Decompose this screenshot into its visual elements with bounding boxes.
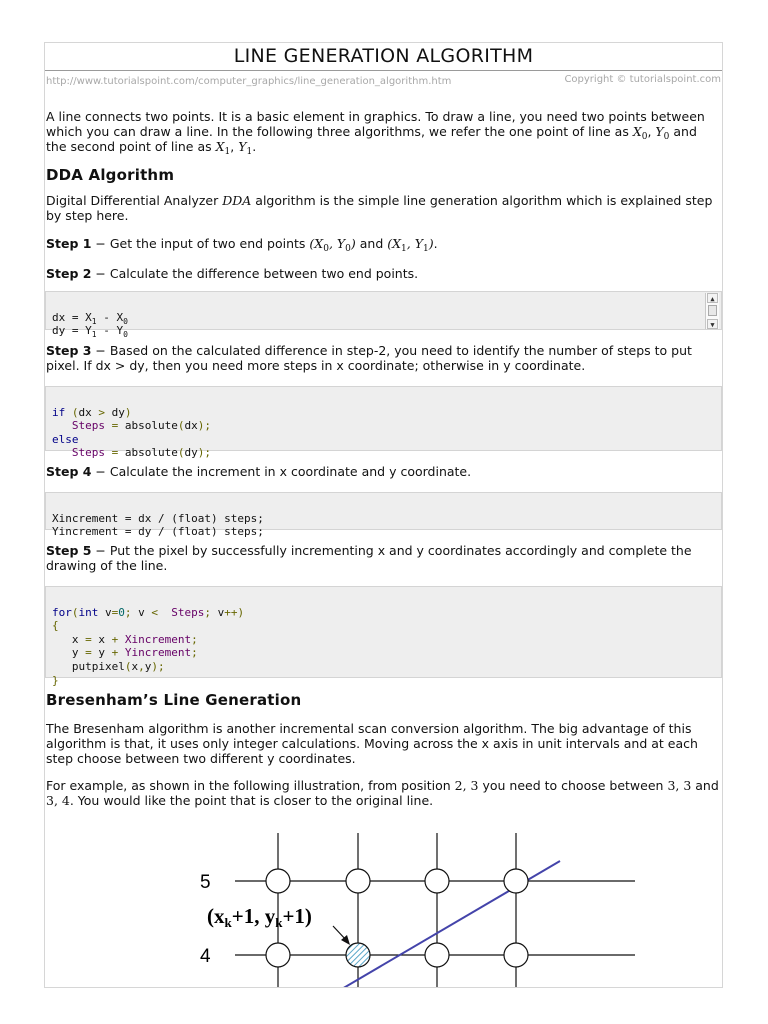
node-r4-c2-highlighted — [346, 943, 370, 967]
bresenham-heading: Bresenham’s Line Generation — [46, 691, 302, 709]
step-4: Step 4 − Calculate the increment in x coordinate and y coordinate. — [46, 464, 472, 479]
node-r5-c3 — [425, 869, 449, 893]
node-r5-c2 — [346, 869, 370, 893]
document-page — [44, 42, 723, 988]
copyright-notice: Copyright © tutorialspoint.com — [564, 74, 721, 85]
point1-y: $Y_1$ — [238, 139, 253, 157]
point0-y: $Y_0$ — [655, 124, 670, 142]
row-label-4: 4 — [200, 946, 211, 967]
row-label-5: 5 — [200, 872, 211, 893]
dda-description: Digital Differential Analyzer DDA algorithm is the simple line generation algorithm which is explained step by step here. — [46, 193, 713, 223]
node-r4-c3 — [425, 943, 449, 967]
annotation-arrow — [333, 926, 350, 945]
url-bar — [45, 71, 722, 89]
step-1: Step 1 − Get the input of two end points ($X_0$, $Y_0$) and ($X_1$, $Y_1$). — [46, 236, 438, 254]
point-annotation: (xk+1, yk+1) — [207, 904, 312, 930]
step-2: Step 2 − Calculate the difference between two end points. — [46, 266, 419, 281]
scroll-down-arrow-icon[interactable]: ▼ — [707, 319, 718, 329]
scroll-up-arrow-icon[interactable]: ▲ — [707, 293, 718, 303]
intro-paragraph: A line connects two points. It is a basic element in graphics. To draw a line, you need two points between which you can draw a line. In the following three algorithms, we refer the one point of line as $X_0$, $Y_0$ and the second point of line as $X_1$, $Y_1$. — [46, 109, 705, 157]
page-title: LINE GENERATION ALGORITHM — [45, 44, 722, 71]
scroll-thumb[interactable] — [708, 305, 717, 316]
node-r5-c4 — [504, 869, 528, 893]
point1-x: $X_1$ — [215, 139, 231, 157]
source-url[interactable]: http://www.tutorialspoint.com/computer_graphics/line_generation_algorithm.htm — [46, 76, 452, 87]
node-r5-c1 — [266, 869, 290, 893]
node-r4-c1 — [266, 943, 290, 967]
point0-x: $X_0$ — [632, 124, 648, 142]
bresenham-grid-figure — [45, 833, 723, 988]
code-block-loop: for(int v=0; v < Steps; v++) { x = x + Xincrement; y = y + Yincrement; putpixel(x,y); } — [45, 586, 722, 678]
step-5: Step 5 − Put the pixel by successfully incrementing x and y coordinates accordingly and complete the drawing of the line. — [46, 543, 692, 573]
code-block-steps: if (dx > dy) Steps = absolute(dx); else Steps = absolute(dy); — [45, 386, 722, 451]
code-block-difference: dx = $X_1 - X_0$ dy = $Y_1 - Y_0$ ▲ ▼ — [45, 291, 722, 330]
code-block-increment: Xincrement = dx / (float) steps; Yincrement = dy / (float) steps; — [45, 492, 722, 530]
dda-heading: DDA Algorithm — [46, 166, 175, 184]
node-r4-c4 — [504, 943, 528, 967]
bresenham-paragraph-2: For example, as shown in the following illustration, from position 2, 3 you need to choose between 3, 3 and 3, 4. You would like the point that is closer to the original line. — [46, 778, 719, 808]
step-3: Step 3 − Based on the calculated difference in step-2, you need to identify the number of steps to put pixel. If dx > dy, then you need more steps in x coordinate; otherwise in y coordinate. — [46, 343, 692, 373]
code-scrollbar[interactable] — [705, 293, 719, 329]
bresenham-paragraph-1: The Bresenham algorithm is another incremental scan conversion algorithm. The big advantage of this algorithm is that, it uses only integer calculations. Moving across the x axis in unit intervals and at each step choose between two different y coordinates. — [46, 721, 698, 766]
